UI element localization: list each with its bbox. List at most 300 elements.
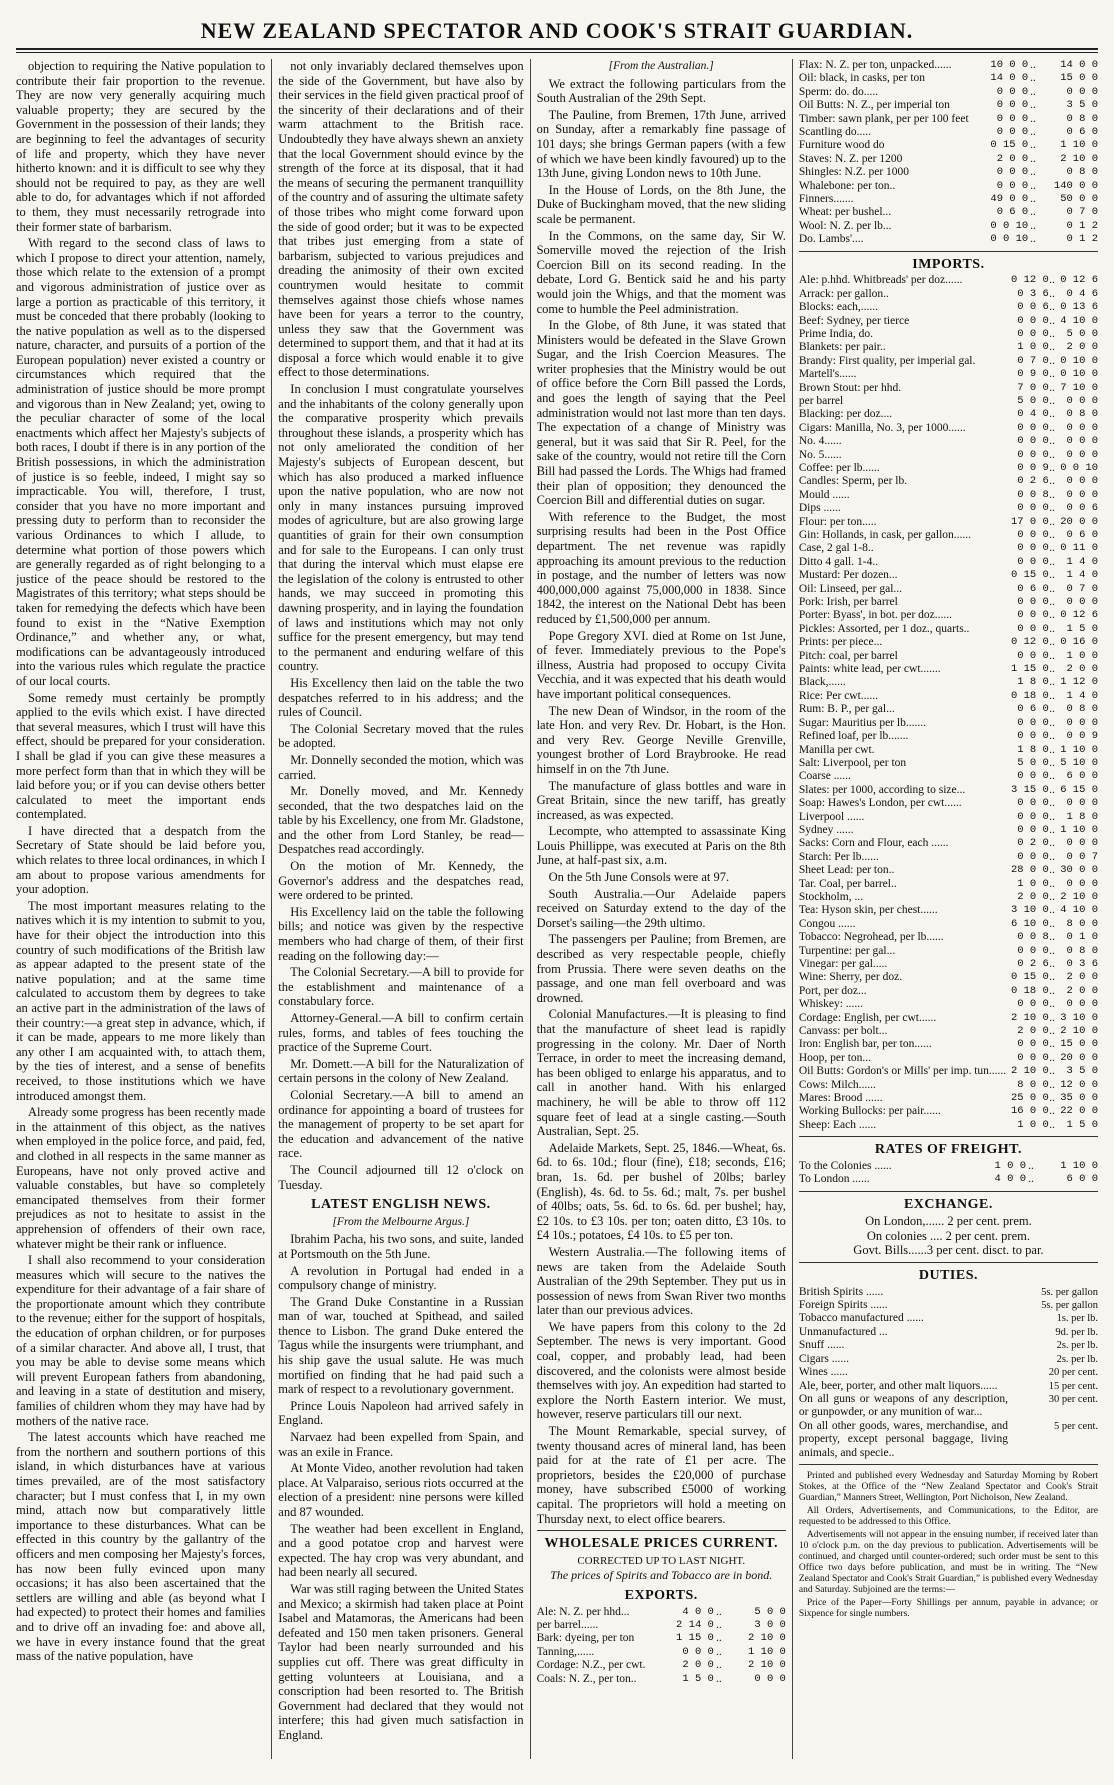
price-low: 7 0 0 (1017, 381, 1049, 394)
price-high: 0 0 0 (1066, 85, 1098, 98)
duty-item: Cigars ...... (798, 1352, 850, 1365)
price-low: 0 7 0 (1017, 354, 1049, 367)
price-row (799, 180, 1098, 193)
duty-item: On all guns or weapons of any description, or gunpowder, or any munition of war... (798, 1392, 1008, 1419)
price-separator: .. (1028, 1173, 1034, 1186)
price-high: 1 0 0 (1066, 649, 1098, 662)
price-separator: .. (1049, 1065, 1055, 1078)
price-separator: .. (1049, 327, 1055, 340)
price-row (799, 341, 1098, 354)
price-high: 6 0 0 (1066, 1173, 1098, 1186)
price-low: 0 12 0 (1010, 274, 1049, 287)
price-separator: .. (1030, 233, 1036, 246)
price-separator: .. (1049, 770, 1055, 783)
item-name: Shingles: N.Z. per 1000 (798, 166, 910, 179)
price-high: 1 10 0 (1060, 139, 1098, 152)
news-item: Prince Louis Napoleon had arrived safely in England. (278, 1398, 524, 1428)
price-low: 0 0 0 (1017, 555, 1049, 568)
item-name: Cows: Milch...... (798, 1078, 876, 1091)
news-source: [From the Melbourne Argus.] (332, 1215, 470, 1228)
price-separator: .. (1049, 1078, 1055, 1091)
price-high: 1 10 0 (1060, 1159, 1098, 1172)
item-name: Case, 2 gal 1-8.. (798, 542, 874, 555)
duty-value: 20 per cent. (1048, 1367, 1098, 1379)
price-separator: .. (1049, 958, 1055, 970)
item-name: Pork: Irish, per barrel (798, 596, 898, 609)
price-separator: .. (1049, 676, 1055, 689)
price-high: 0 0 0 (1066, 435, 1098, 448)
item-name: Pitch: coal, per barrel (798, 649, 898, 662)
imprint-paragraph: All Orders, Advertisements, and Communications, to the Editor, are requested to be addressed to this Office. (798, 1505, 1098, 1527)
item-name: Coarse ...... (798, 770, 851, 783)
item-name: Gin: Hollands, in cask, per gallon...... (798, 529, 972, 541)
price-separator: .. (1049, 1105, 1055, 1118)
item-name: Sacks: Corn and Flour, each ...... (798, 837, 949, 850)
price-low: 0 2 6 (1017, 475, 1049, 488)
price-row (799, 516, 1098, 529)
price-row (799, 583, 1098, 596)
price-separator: .. (1049, 596, 1055, 609)
masthead: NEW ZEALAND SPECTATOR AND COOK'S STRAIT GUARDIAN. (200, 18, 914, 43)
article-paragraph: The most important measures relating to the natives which it is my intention to submit to you, have for their object the introduction into this country of such modifications of the British law as appear adapted to the present state of the native population; and at the same time calculated to accustom them by degrees to take an active part in the administration of the laws of their country:—a great step in advance, which, if it can be made, appears to me more likely than any other I am acquainted with, to attach them, by the ties of interest, and a sense of benefits received, to those institutions which we have introduced amongst them. (16, 898, 266, 1103)
price-low: 2 0 0 (682, 1659, 714, 1672)
price-low: 1 5 0 (682, 1672, 714, 1685)
column-divider (792, 59, 793, 1759)
price-low: 0 0 0 (1017, 823, 1049, 836)
price-low: 0 15 0 (1010, 569, 1049, 582)
price-separator: .. (1049, 917, 1055, 930)
price-separator: .. (1049, 823, 1055, 836)
price-low: 4 0 0 (994, 1173, 1026, 1186)
item-name: Tea: Hyson skin, per chest...... (798, 904, 938, 917)
price-low: 2 0 0 (1017, 1025, 1049, 1038)
article-paragraph: not only invariably declared themselves upon the side of the Government, but have also by their services in the field given practical proof of the sincerity of their declarations and of their warm attachment to the British race. Undoubtedly they have always shewn an anxiety that the local Government should evince by the strength of the force at its disposal, that it had the means of securing the permanent tranquillity of the country and of assuring the ultimate safety of those tribes who might come forward upon the side of good order; but it was to be expected that tribes just emerging from a state of barbarism, subjected to various prejudices and dreading the animosity of their own excited countrymen would hesitate to commit themselves against those chiefs whose names have been for years a terror to the country, unless they saw that the Government was determined to support them, and that it had at its disposal a force which would enable it to give effect to those determinations. (278, 59, 524, 380)
price-high: 1 4 0 (1066, 689, 1098, 702)
price-row (799, 99, 1098, 112)
price-separator: .. (1049, 971, 1055, 984)
price-low: 0 0 0 (996, 85, 1029, 98)
price-high: 14 0 0 (1060, 59, 1098, 71)
duties-title: DUTIES. (918, 1268, 978, 1284)
price-low: 0 0 0 (1017, 529, 1049, 541)
price-row (799, 971, 1098, 984)
price-separator: .. (1049, 609, 1055, 622)
price-separator: .. (1049, 1118, 1055, 1131)
price-separator: .. (1049, 689, 1055, 702)
price-separator: .. (1049, 569, 1055, 582)
price-high: 2 10 0 (1060, 1025, 1098, 1038)
price-separator: .. (1049, 797, 1055, 810)
price-low: 49 0 0 (990, 193, 1029, 206)
item-name: Ale: p.hhd. Whitbreads' per doz...... (798, 274, 963, 287)
article-paragraph: In the Globe, of 8th June, it was stated that Ministers would be defeated in the Slave Grown Sugar, and the Irish Coercion Measures. The writer prophesies that the Ministry would be out of office before the Corn Bill passed the Lords, and goes the length of saying that the Peel administration would not last more than ten days. The expectation of a change of Ministry was general, but it was said that Sir R. Peel, for the sake of the country, would not retire till the Corn Bill had passed the Lords. The Whigs had framed their plan of opposition; they denounced the Coercion Bill and differential duties on sugar. (536, 318, 786, 508)
article-paragraph: objection to requiring the Native population to contribute their fair proportion to the revenue. They are now very generally acquiring much valuable property; they are secured by the Government in the possession of their lands; they are beginning to feel the advantages of security of life and property, which they have never hitherto known: and it is difficult to see why they should not be required to pay, as they are well able to do, for advantages which if not afforded to them, they must necessarily retrograde into their former state of barbarism. (16, 59, 266, 234)
item-name: To the Colonies ...... (798, 1159, 892, 1172)
column-4 (799, 59, 1098, 1759)
item-name: Tobacco: Negrohead, per lb...... (798, 931, 944, 944)
price-row (799, 315, 1098, 328)
duty-value: 1s. per lb. (1056, 1313, 1098, 1325)
price-low: 0 18 0 (1010, 984, 1049, 997)
price-high: 0 0 0 (1066, 998, 1098, 1011)
duty-row (799, 1299, 1098, 1312)
duty-row (799, 1393, 1098, 1420)
price-high: 30 0 0 (1060, 864, 1098, 877)
item-name: Do. Lambs'.... (798, 233, 864, 246)
price-low: 0 0 8 (1017, 931, 1049, 944)
article-paragraph: On the 5th June Consols were at 97. (548, 870, 730, 885)
price-row (799, 636, 1098, 649)
item-name: Mustard: Per dozen... (798, 569, 898, 582)
article-paragraph: We extract the following particulars from the South Australian of the 29th Sept. (536, 76, 786, 106)
price-separator: .. (1049, 756, 1055, 769)
price-row (799, 449, 1098, 462)
price-row (799, 717, 1098, 730)
price-low: 0 0 0 (1017, 622, 1049, 635)
price-row (799, 368, 1098, 381)
price-low: 0 6 0 (1017, 582, 1049, 595)
price-separator: .. (715, 1632, 722, 1645)
price-row (799, 931, 1098, 944)
price-low: 1 15 0 (1010, 663, 1049, 676)
price-high: 1 10 0 (1060, 743, 1098, 756)
item-name: Sperm: do. do..... (798, 85, 879, 98)
price-low: 0 0 10 (990, 219, 1029, 232)
price-separator: .. (1049, 421, 1055, 434)
price-high: 4 10 0 (1060, 904, 1098, 917)
price-low: 0 0 0 (1017, 649, 1049, 662)
exports-cont-table (799, 59, 1098, 247)
price-high: 15 0 0 (1060, 1038, 1098, 1051)
article-paragraph: The Mount Remarkable, special survey, of twenty thousand acres of mineral land, has been paid for at the rate of £1 per acre. The proprietors, besides the £20,000 of purchase money, have subscribed £5000 of working capital. The proprietors will hold a meeting on Thursday next, to elect office bearers. (536, 1424, 786, 1526)
price-low: 0 0 0 (996, 112, 1029, 125)
price-low: 5 0 0 (1017, 394, 1049, 407)
price-separator: .. (1030, 193, 1036, 206)
item-name: Salt: Liverpool, per ton (798, 756, 907, 769)
price-low: 0 0 0 (996, 179, 1029, 192)
item-name: Working Bullocks: per pair...... (798, 1105, 941, 1118)
price-separator: .. (1049, 984, 1055, 997)
price-row (537, 1673, 786, 1686)
divider (799, 1464, 1098, 1465)
price-row (799, 1025, 1098, 1038)
price-separator: .. (1028, 1159, 1034, 1172)
item-name: Soap: Hawes's London, per cwt...... (798, 797, 962, 810)
item-name: Blankets: per pair.. (798, 341, 886, 354)
price-low: 25 0 0 (1010, 1092, 1049, 1105)
price-low: 0 0 0 (1017, 421, 1049, 434)
price-low: 0 0 0 (1017, 1038, 1049, 1051)
price-row (799, 676, 1098, 689)
price-low: 0 0 0 (1017, 770, 1049, 783)
item-name: Arrack: per gallon.. (798, 287, 889, 300)
price-separator: .. (1030, 112, 1036, 125)
price-row (799, 489, 1098, 502)
divider (799, 251, 1098, 252)
duty-item: Snuff ...... (798, 1339, 845, 1352)
item-name: Prime India, do. (798, 327, 873, 340)
price-low: 0 4 0 (1017, 408, 1049, 421)
price-high: 140 0 0 (1053, 179, 1098, 192)
price-separator: .. (1049, 341, 1055, 354)
price-separator: .. (1030, 179, 1036, 192)
price-separator: .. (1049, 663, 1055, 676)
item-name: Whalebone: per ton.. (798, 179, 896, 192)
price-high: 8 0 0 (1066, 917, 1098, 930)
price-separator: .. (1049, 301, 1055, 314)
article-paragraph: The Pauline, from Bremen, 17th June, arrived on Sunday, after a remarkably fine passage of 101 days; she brings German papers (with a few of which we have been kindly favoured) up to the 13th June, giving London news to 10th June. (536, 107, 786, 181)
item-name: Rice: Per cwt...... (798, 689, 879, 702)
price-high: 1 5 0 (1066, 1118, 1098, 1131)
price-separator: .. (1049, 529, 1055, 541)
price-high: 2 0 0 (1066, 341, 1098, 354)
item-name: No. 5...... (798, 448, 842, 461)
item-name: To London ...... (798, 1173, 870, 1186)
price-high: 0 0 0 (1066, 488, 1098, 501)
price-row (799, 72, 1098, 85)
item-name: Furniture wood do (798, 139, 885, 152)
price-low: 0 15 0 (1010, 971, 1049, 984)
item-name: Cigars: Manilla, No. 3, per 1000...... (798, 421, 966, 434)
price-separator: .. (1030, 152, 1036, 165)
price-low: 0 0 0 (1017, 435, 1049, 448)
item-name: Porter: Byass', in bot. per doz...... (798, 609, 953, 622)
article-paragraph: I shall also recommend to your consideration measures which will secure to the natives the expenditure for their advantage of a fair share of the proportionate amount which they contribute to the revenue; either for the support of hospitals, the education of orphan children, or for purposes of a similar character. And above all, I trust, that you may be able to devise some means which will prevent European fathers from abandoning, and leaving in a state of destitution and misery, families of children whom they may have had by mothers of the native race. (16, 1253, 266, 1428)
price-separator: .. (1049, 850, 1055, 863)
article-paragraph: South Australia.—Our Adelaide papers received on Saturday extend to the day of the Dorset's sailing—the 29th ultimo. (536, 886, 786, 930)
price-separator: .. (1049, 475, 1055, 488)
price-low: 0 0 0 (1017, 609, 1049, 622)
price-separator: .. (1030, 219, 1036, 232)
article-paragraph: The passengers per Pauline; from Bremen, are described as very respectable people, chiefly from Prussia. There were seven deaths on the passage, and one man fell overboard and was drowned. (536, 932, 786, 1005)
price-high: 1 12 0 (1060, 676, 1098, 689)
price-separator: .. (1049, 555, 1055, 568)
price-row (799, 462, 1098, 475)
item-name: Black,...... (798, 676, 846, 689)
news-item: The Grand Duke Constantine in a Russian man of war, touched at Spithead, and sailed thence to Lisbon. The grand Duke entered the Tagus while the insurgents were triumphant, and his ship gave the usual salute. He was much mortified on finding that he had paid such a mark of respect to a revolutionary government. (278, 1294, 524, 1397)
item-name: Coals: N. Z., per ton.. (536, 1672, 637, 1685)
article-paragraph: His Excellency laid on the table the following bills; and notice was given by the respective members who had charge of them, of their first reading on the following day:— (278, 904, 524, 963)
item-name: Mares: Brood ...... (798, 1092, 883, 1105)
duty-value: 15 per cent. (1048, 1380, 1098, 1392)
price-high: 3 5 0 (1066, 99, 1098, 112)
article-paragraph: The new Dean of Windsor, in the room of the late Hon. and very Rev. Dr. Hobart, is the Hon. and very Rev. George Neville Grenville, youngest brother of Lord Braybrooke. He read himself in on the 7th June. (536, 703, 786, 776)
article-paragraph: Lecompte, who attempted to assassinate King Louis Phillippe, was executed at Paris on the 8th June, at half-past six, a.m. (536, 824, 786, 868)
price-separator: .. (1049, 783, 1055, 796)
price-low: 0 15 0 (990, 139, 1029, 152)
column-1 (16, 59, 265, 1759)
divider (799, 1191, 1098, 1192)
price-high: 0 0 0 (1066, 475, 1098, 488)
price-high: 0 12 6 (1060, 609, 1098, 622)
price-row (799, 1119, 1098, 1132)
item-name: Port, per doz... (798, 984, 867, 997)
article-paragraph: Colonial Secretary.—A bill to amend an ordinance for appointing a board of trustees for the management of property to be set apart for the education and advancement of the native race. (278, 1087, 524, 1161)
item-name: No. 4...... (798, 435, 842, 448)
price-separator: .. (1030, 85, 1036, 98)
price-high: 0 0 0 (1066, 797, 1098, 810)
item-name: Slates: per 1000, according to size... (798, 783, 966, 796)
price-row (799, 113, 1098, 126)
price-high: 35 0 0 (1060, 1092, 1098, 1105)
price-low: 0 9 0 (1017, 368, 1049, 381)
duty-row (799, 1353, 1098, 1366)
price-separator: .. (1049, 488, 1055, 501)
price-high: 0 10 0 (1060, 368, 1098, 381)
news-items (278, 1232, 523, 1742)
price-high: 22 0 0 (1060, 1105, 1098, 1118)
duty-value: 5s. per gallon (1041, 1300, 1098, 1312)
price-row (799, 435, 1098, 448)
price-row (799, 220, 1098, 233)
price-row (799, 891, 1098, 904)
exchange-list (799, 1214, 1098, 1258)
exports-table (537, 1606, 786, 1686)
imports-title: IMPORTS. (912, 256, 985, 272)
price-high: 1 4 0 (1066, 569, 1098, 582)
price-row (799, 422, 1098, 435)
article-paragraph: The Colonial Secretary.—A bill to provide for the establishment and maintenance of a constabulary force. (278, 965, 524, 1009)
price-low: 0 6 0 (996, 206, 1029, 219)
item-name: Liverpool ...... (798, 810, 865, 823)
price-separator: .. (715, 1672, 722, 1685)
price-high: 1 10 0 (748, 1645, 786, 1658)
price-row (799, 703, 1098, 716)
price-separator: .. (1049, 1011, 1055, 1024)
price-low: 16 0 0 (1010, 1105, 1049, 1118)
price-high: 3 10 0 (1060, 1011, 1098, 1024)
price-low: 0 0 0 (1017, 448, 1049, 461)
item-name: Ditto 4 gall. 1-4.. (798, 555, 879, 568)
price-low: 0 0 0 (1017, 797, 1049, 810)
duty-row (799, 1420, 1098, 1460)
price-row (799, 556, 1098, 569)
price-low: 0 0 9 (1017, 461, 1049, 474)
article-paragraph: With regard to the second class of laws to which I propose to direct your attention, namely, those which relate to the extension of a prompt and vigorous administration of justice over as large a portion as practicable of this territory, it must be conceded that there probably (looking to the native population as well as to the dispersed nature, character, and pursuits of a portion of the European population) never existed a country or circumstances which required that the administration of justice should be more prompt and vigorous than in New Zealand; yet, owing to the peculiar character of some of the local enactments which affect her Majesty's subjects of both races, I doubt if there is in any portion of the British possessions, in which the administration of justice is so feeble, indeed, I might say so impracticable. You will, therefore, I trust, consider that you have no more important and pressing duty to perform than to reconsider the various Ordinances to which I allude, to determine what portion of those powers which are generally regarded as of right belonging to a justice of the peace should be restored to the Magistrates of this territory; what steps should be taken for remedying the defects which have been found to exist in the “Native Exemption Ordinance,” and whether any, or what, modifications can be advantageously introduced into the various rules which regulate the practice of our local courts. (16, 236, 266, 688)
price-low: 1 8 0 (1017, 743, 1049, 756)
article-paragraph: In the Commons, on the same day, Sir W. Somerville moved the rejection of the Irish Coercion Bill on its second reading. In the debate, Lord G. Bentick said he and his party would join the Whigs, and that the moment was come to humble the Peel administration. (536, 228, 786, 316)
price-row (799, 193, 1098, 206)
price-high: 5 0 0 (1066, 327, 1098, 340)
price-high: 0 0 0 (1066, 716, 1098, 729)
price-high: 0 0 0 (1066, 421, 1098, 434)
price-row (799, 864, 1098, 877)
price-low: 10 0 0 (990, 59, 1029, 71)
price-separator: .. (1030, 59, 1036, 71)
price-low: 2 10 0 (1010, 1065, 1049, 1078)
item-name: Sheet Lead: per ton.. (798, 864, 895, 877)
price-row (799, 1160, 1098, 1173)
price-low: 0 0 0 (996, 99, 1029, 112)
price-low: 0 0 0 (996, 126, 1029, 139)
price-separator: .. (1049, 394, 1055, 407)
item-name: Blacking: per doz.... (798, 408, 893, 421)
price-low: 1 0 0 (1017, 877, 1049, 890)
item-name: Brandy: First quality, per imperial gal. (798, 354, 976, 367)
item-name: Staves: N. Z. per 1200 (798, 152, 903, 165)
item-name: Wine: Sherry, per doz. (798, 971, 903, 984)
price-high: 0 11 0 (1060, 542, 1098, 555)
price-row (537, 1619, 786, 1632)
exchange-row: On London,...... 2 per cent. prem. (865, 1214, 1032, 1229)
price-low: 2 0 0 (996, 152, 1029, 165)
imprint (799, 1471, 1098, 1620)
price-low: 3 15 0 (1010, 783, 1049, 796)
item-name: Oil: Linseed, per gal... (798, 582, 903, 595)
item-name: per barrel (798, 394, 844, 407)
price-row (799, 851, 1098, 864)
article-paragraph: Mr. Donelly moved, and Mr. Kennedy seconded, that the two despatches laid on the table by his Excellency, one from Mr. Gladstone, and the other from Lord Stanley, be read—Despatches read accordingly. (278, 784, 524, 857)
item-name: Sydney ...... (798, 823, 854, 836)
price-separator: .. (1049, 381, 1055, 394)
price-low: 6 10 0 (1010, 917, 1049, 930)
price-high: 15 0 0 (1060, 72, 1098, 85)
price-low: 0 0 0 (1017, 730, 1049, 743)
item-name: Dips ...... (798, 502, 841, 515)
item-name: Vinegar: per gal..... (798, 958, 888, 970)
news-item: Ibrahim Pacha, his two sons, and suite, landed at Portsmouth on the 5th June. (278, 1232, 524, 1261)
price-row (799, 1012, 1098, 1025)
price-row (799, 1065, 1098, 1078)
article-paragraph: Attorney-General.—A bill to confirm certain rules, forms, and tables of fees touching the practice of the Supreme Court. (278, 1011, 524, 1055)
price-separator: .. (1049, 703, 1055, 716)
price-row (799, 382, 1098, 395)
price-low: 5 0 0 (1017, 756, 1049, 769)
price-separator: .. (1049, 810, 1055, 823)
price-low: 17 0 0 (1010, 515, 1049, 528)
columns (16, 59, 1098, 1759)
price-row (799, 1105, 1098, 1118)
price-low: 28 0 0 (1010, 864, 1049, 877)
price-high: 6 0 0 (1066, 770, 1098, 783)
price-low: 0 0 0 (1017, 850, 1049, 863)
price-separator: .. (715, 1618, 722, 1631)
price-low: 2 14 0 (676, 1618, 714, 1631)
item-name: Blocks: each,...... (798, 301, 879, 314)
article-paragraph: The latest accounts which have reached me from the northern and southern portions of this island, in which disturbances have at various times prevailed, are of the most satisfactory character; but I must confess that I, in my own mind, attach now but comparatively little importance to these disturbances. What can be effected in this country by the gallantry of the officers and men composing her Majesty's forces, has now been fully evinced upon many occasions; it has also been ascertained that the settlers are willing and able (as beyond what I had expected) to protect their homes and families and to drive off an invading foe: and above all, we have in every instance found that the great mass of the native population, have (16, 1430, 266, 1664)
price-row (799, 945, 1098, 958)
price-low: 0 2 6 (1017, 958, 1049, 970)
price-high: 0 0 10 (1060, 461, 1098, 474)
item-name: Brown Stout: per hhd. (798, 381, 902, 394)
duty-item: Ale, beer, porter, and other malt liquors...... (798, 1379, 998, 1392)
article-paragraph: I have directed that a despatch from the Secretary of State should be laid before you, which relates to three local ordinances, in which I am about to propose various amendments for your adoption. (16, 823, 266, 897)
price-high: 0 12 6 (1060, 274, 1098, 287)
item-name: Coffee: per lb...... (798, 461, 880, 474)
freight-table (799, 1160, 1098, 1187)
price-low: 2 0 0 (1017, 890, 1049, 903)
price-row (799, 650, 1098, 663)
item-name: Candles: Sperm, per lb. (798, 475, 908, 488)
price-low: 0 0 0 (1017, 716, 1049, 729)
price-low: 1 15 0 (676, 1632, 714, 1645)
item-name: Tanning,...... (536, 1645, 595, 1658)
item-name: Wheat: per bushel... (798, 206, 892, 219)
price-high: 0 8 0 (1066, 703, 1098, 716)
wholesale-title: WHOLESALE PRICES CURRENT. (544, 1536, 778, 1552)
col3-paragraphs (537, 77, 786, 1527)
price-row (799, 878, 1098, 891)
duty-row (799, 1286, 1098, 1299)
article-paragraph: His Excellency then laid on the table the two despatches referred to in his address; and the rules of Council. (278, 675, 524, 720)
price-low: 0 2 0 (1017, 837, 1049, 850)
news-item: War was still raging between the United States and Mexico; a skirmish had taken place at Point Isabel and Matamoras, the Americans had been defeated and 150 men taken prisoners. General Taylor had been nearly surrounded and his supplies cut off. There was great difficulty in getting volunteers at Louisiana, and a conscription had been resorted to. The British Government had declared that they would not interfere; this had given much satisfaction in England. (278, 1581, 524, 1742)
price-separator: .. (1049, 542, 1055, 555)
price-separator: .. (1049, 649, 1055, 662)
price-separator: .. (1030, 126, 1036, 139)
price-low: 0 0 8 (1017, 488, 1049, 501)
item-name: Whiskey: ...... (798, 998, 864, 1011)
